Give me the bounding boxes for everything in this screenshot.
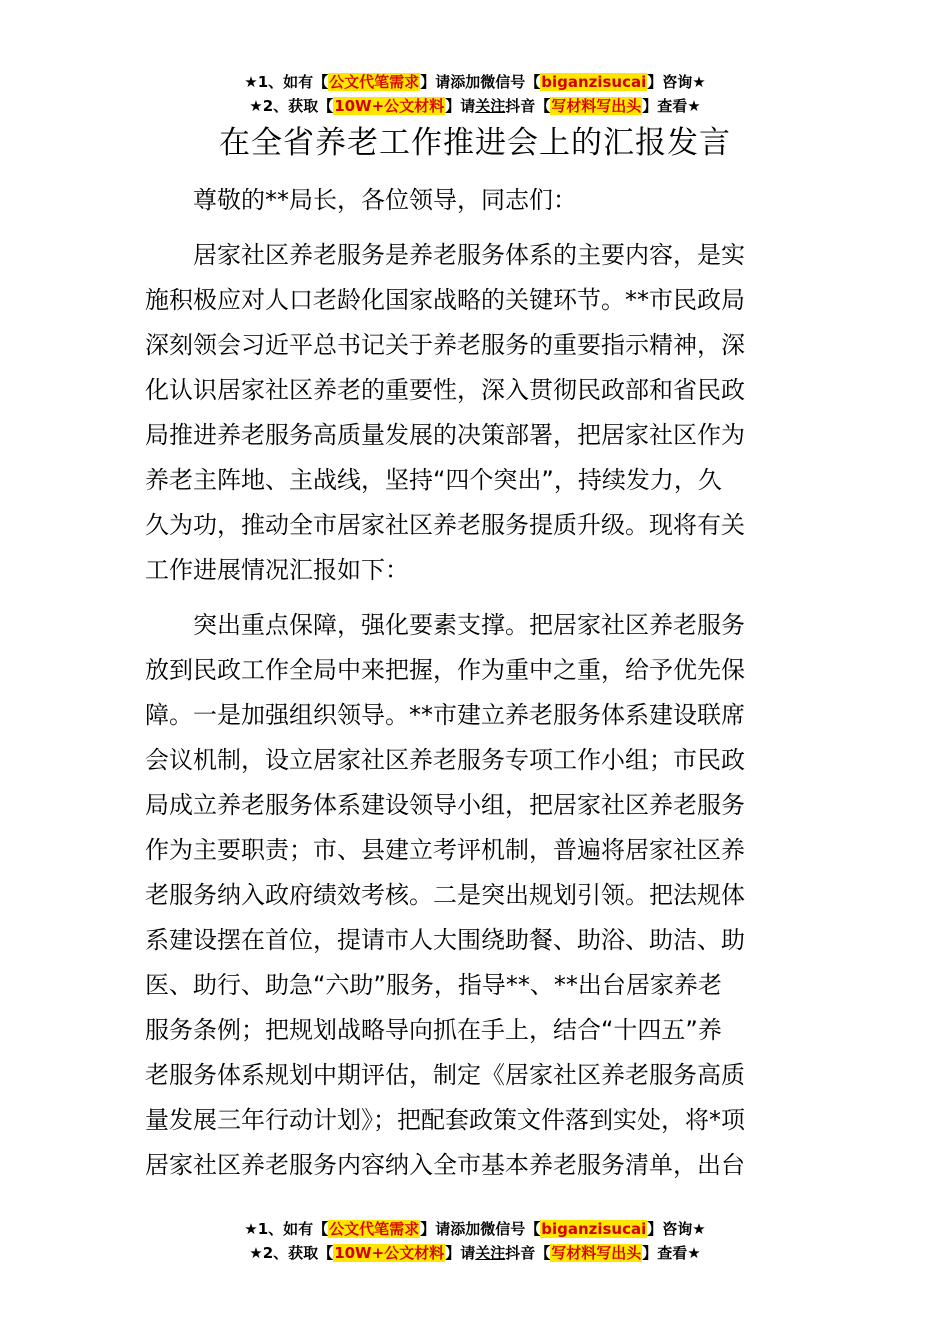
promo-highlight: 10W+公文材料	[334, 1244, 445, 1262]
footer-promo-banner	[0, 1217, 950, 1265]
header-promo-banner	[0, 70, 950, 118]
promo-line-2: ★2、获取【10W+公文材料】请关注抖音【写材料写出头】查看★	[249, 97, 701, 115]
promo-line-2: ★2、获取【10W+公文材料】请关注抖音【写材料写出头】查看★	[249, 1244, 701, 1262]
text-line: 放到民政工作全局中来把握，作为重中之重，给予优先保	[145, 656, 745, 684]
text-line: 系建设摆在首位，提请市人大围绕助餐、助浴、助洁、助	[145, 926, 745, 954]
text-line: 久为功，推动全市居家社区养老服务提质升级。现将有关	[145, 511, 745, 539]
paragraph-key-support	[145, 603, 805, 1188]
promo-line-1: ★1、如有【公文代笔需求】请添加微信号【biganzisucai】咨询★	[244, 1220, 706, 1238]
text-line: 局成立养老服务体系建设领导小组，把居家社区养老服务	[145, 791, 745, 819]
text-line: 老服务体系规划中期评估，制定《居家社区养老服务高质	[145, 1061, 745, 1089]
text-line: 养老主阵地、主战线，坚持“四个突出”，持续发力，久	[145, 466, 722, 494]
douyin-account-highlight: 写材料写出头	[551, 1244, 642, 1262]
document-body	[145, 178, 805, 1188]
douyin-account-highlight: 写材料写出头	[551, 97, 642, 115]
text-line: 作为主要职责；市、县建立考评机制，普遍将居家社区养	[145, 836, 745, 864]
text-line: 量发展三年行动计划》；把配套政策文件落到实处，将*项	[145, 1106, 745, 1134]
promo-highlight: 公文代笔需求	[329, 1220, 420, 1238]
paragraph-intro	[145, 233, 805, 593]
promo-highlight: 公文代笔需求	[329, 73, 420, 91]
text-line: 居家社区养老服务是养老服务体系的主要内容，是实	[193, 241, 745, 269]
text-line: 会议机制，设立居家社区养老服务专项工作小组；市民政	[145, 746, 745, 774]
promo-line-1: ★1、如有【公文代笔需求】请添加微信号【biganzisucai】咨询★	[244, 73, 706, 91]
promo-highlight: 10W+公文材料	[334, 97, 445, 115]
follow-underlined: 关注	[475, 1244, 506, 1262]
text-line: 深刻领会习近平总书记关于养老服务的重要指示精神，深	[145, 331, 745, 359]
text-line: 突出重点保障，强化要素支撑。把居家社区养老服务	[193, 611, 745, 639]
text-line: 老服务纳入政府绩效考核。二是突出规划引领。把法规体	[145, 881, 745, 909]
text-line: 化认识居家社区养老的重要性，深入贯彻民政部和省民政	[145, 376, 745, 404]
text-line: 工作进展情况汇报如下：	[145, 556, 409, 584]
document-title: 在全省养老工作推进会上的汇报发言	[219, 125, 731, 161]
text-line: 局推进养老服务高质量发展的决策部署，把居家社区作为	[145, 421, 745, 449]
wechat-id-highlight: biganzisucai	[541, 73, 647, 91]
text-line: 服务条例；把规划战略导向抓在手上，结合“十四五”养	[145, 1016, 722, 1044]
salutation: 尊敬的**局长，各位领导，同志们：	[193, 186, 577, 214]
text-line: 居家社区养老服务内容纳入全市基本养老服务清单，出台	[145, 1151, 745, 1179]
text-line: 医、助行、助急“六助”服务，指导**、**出台居家养老	[145, 971, 722, 999]
text-line: 障。一是加强组织领导。**市建立养老服务体系建设联席	[145, 701, 745, 729]
wechat-id-highlight: biganzisucai	[541, 1220, 647, 1238]
text-line: 施积极应对人口老龄化国家战略的关键环节。**市民政局	[145, 286, 745, 314]
follow-underlined: 关注	[475, 97, 506, 115]
